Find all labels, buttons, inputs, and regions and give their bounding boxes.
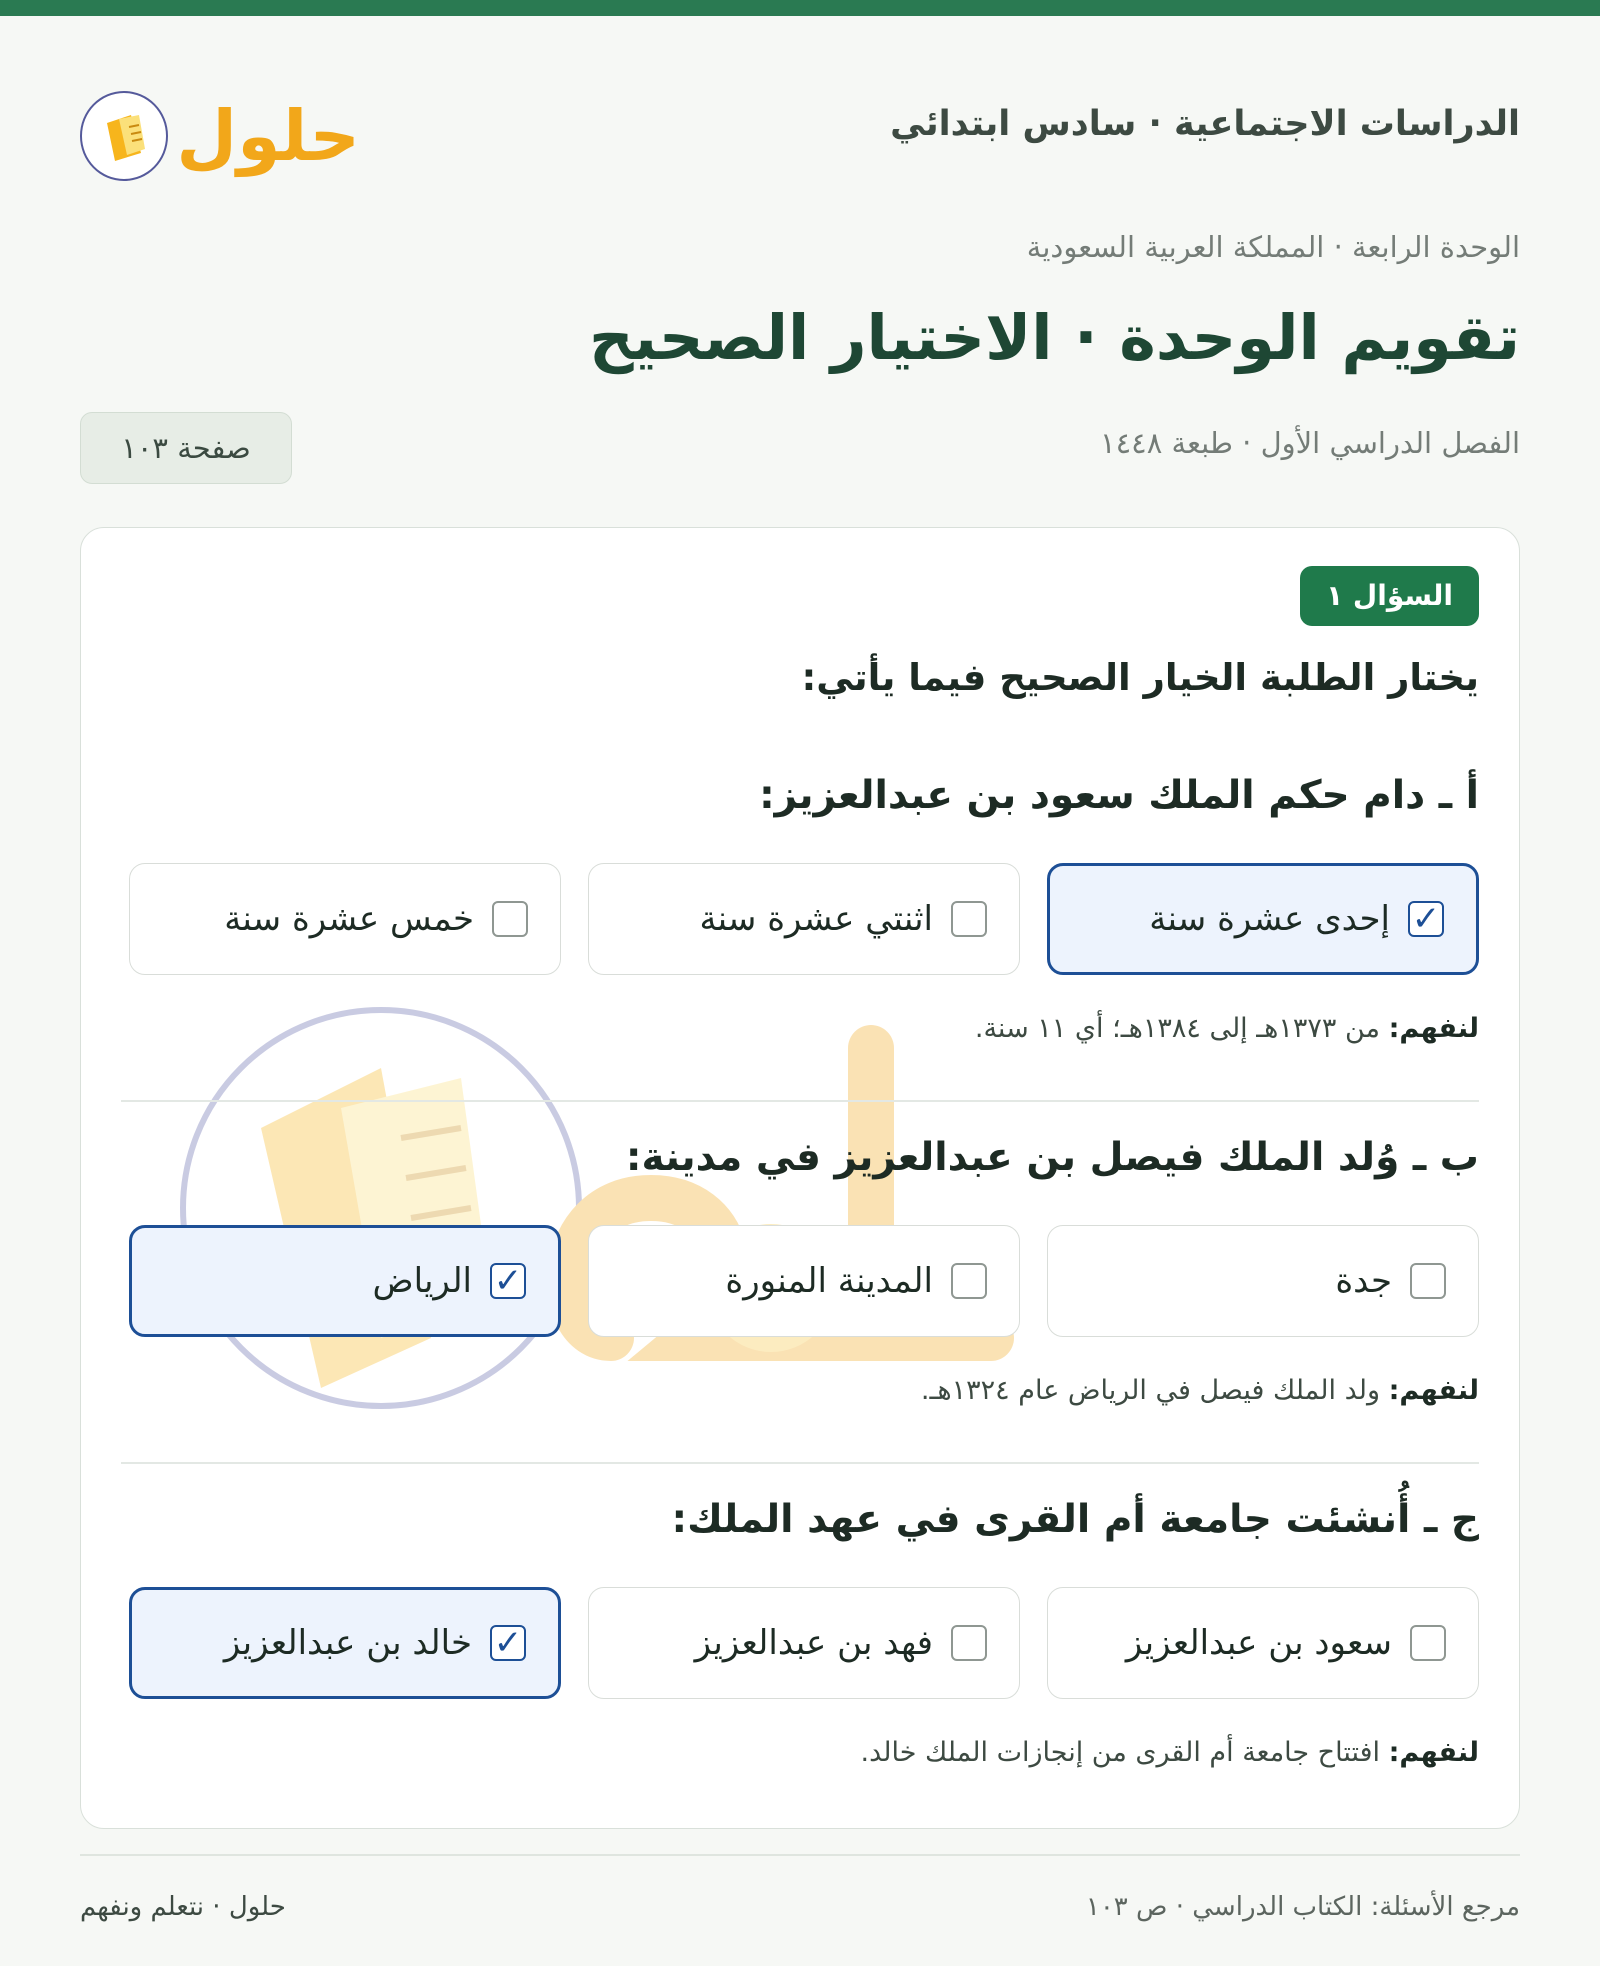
option-button[interactable] <box>588 863 1020 975</box>
checkbox-empty-icon[interactable] <box>951 1625 987 1661</box>
sub-question-title: ج ـ أُنشئت جامعة أم القرى في عهد الملك: <box>671 1497 1479 1542</box>
option-label: فهد بن عبدالعزيز <box>694 1623 933 1663</box>
logo[interactable] <box>80 86 360 186</box>
section-divider <box>121 1462 1479 1464</box>
question-card <box>80 527 1520 1829</box>
explanation: لنفهم: افتتاح جامعة أم القرى من إنجازات الملك خالد. <box>860 1737 1479 1768</box>
option-label: إحدى عشرة سنة <box>1149 899 1390 939</box>
option-button[interactable] <box>129 1587 561 1699</box>
option-label: الرياض <box>372 1261 472 1301</box>
footer-reference: مرجع الأسئلة: الكتاب الدراسي · ص ١٠٣ <box>1085 1892 1520 1922</box>
explanation: لنفهم: ولد الملك فيصل في الرياض عام ١٣٢٤هـ. <box>920 1375 1479 1406</box>
checkbox-empty-icon[interactable] <box>1410 1625 1446 1661</box>
options-group <box>121 1225 1479 1341</box>
option-label: سعود بن عبدالعزيز <box>1125 1623 1392 1663</box>
checkbox-checked-icon[interactable]: ✓ <box>1408 901 1444 937</box>
option-label: جدة <box>1335 1261 1392 1301</box>
page-number-badge: صفحة ١٠٣ <box>80 412 292 484</box>
top-accent-bar <box>0 0 1600 16</box>
checkbox-checked-icon[interactable]: ✓ <box>490 1263 526 1299</box>
option-label: اثنتي عشرة سنة <box>699 899 933 939</box>
sub-question-title: ب ـ وُلد الملك فيصل بن عبدالعزيز في مدينة: <box>625 1135 1479 1180</box>
subject-title: الدراسات الاجتماعية · سادس ابتدائي <box>890 104 1520 144</box>
option-button[interactable] <box>1047 1225 1479 1337</box>
checkbox-empty-icon[interactable] <box>951 901 987 937</box>
page <box>80 16 1520 1966</box>
option-button[interactable] <box>1047 863 1479 975</box>
option-button[interactable] <box>1047 1587 1479 1699</box>
option-label: المدينة المنورة <box>725 1261 933 1301</box>
option-label: خمس عشرة سنة <box>224 899 474 939</box>
option-label: خالد بن عبدالعزيز <box>223 1623 472 1663</box>
option-button[interactable] <box>588 1225 1020 1337</box>
page-title: تقويم الوحدة · الاختيار الصحيح <box>588 301 1520 374</box>
options-group <box>121 1587 1479 1703</box>
option-button[interactable] <box>129 863 561 975</box>
header <box>80 66 1520 176</box>
section-divider <box>121 1100 1479 1102</box>
footer-brand: حلول · نتعلم ونفهم <box>80 1892 286 1922</box>
checkbox-checked-icon[interactable]: ✓ <box>490 1625 526 1661</box>
sub-question-title: أ ـ دام حكم الملك سعود بن عبدالعزيز: <box>759 773 1479 818</box>
checkbox-empty-icon[interactable] <box>492 901 528 937</box>
semester-info: الفصل الدراسي الأول · طبعة ١٤٤٨ <box>1100 426 1520 460</box>
option-button[interactable] <box>588 1587 1020 1699</box>
logo-wordmark: حلول <box>176 95 360 177</box>
card-content <box>121 528 1479 1828</box>
options-group <box>121 863 1479 979</box>
unit-breadcrumb: الوحدة الرابعة · المملكة العربية السعودية <box>1026 230 1520 264</box>
option-button[interactable] <box>129 1225 561 1337</box>
question-instruction: يختار الطلبة الخيار الصحيح فيما يأتي: <box>801 656 1479 699</box>
checkbox-empty-icon[interactable] <box>951 1263 987 1299</box>
question-number-badge: السؤال ١ <box>1300 566 1479 626</box>
checkbox-empty-icon[interactable] <box>1410 1263 1446 1299</box>
meta-row <box>80 412 1520 482</box>
explanation: لنفهم: من ١٣٧٣هـ إلى ١٣٨٤هـ؛ أي ١١ سنة. <box>974 1013 1479 1044</box>
book-seal-icon <box>80 91 168 181</box>
footer-divider <box>80 1854 1520 1856</box>
